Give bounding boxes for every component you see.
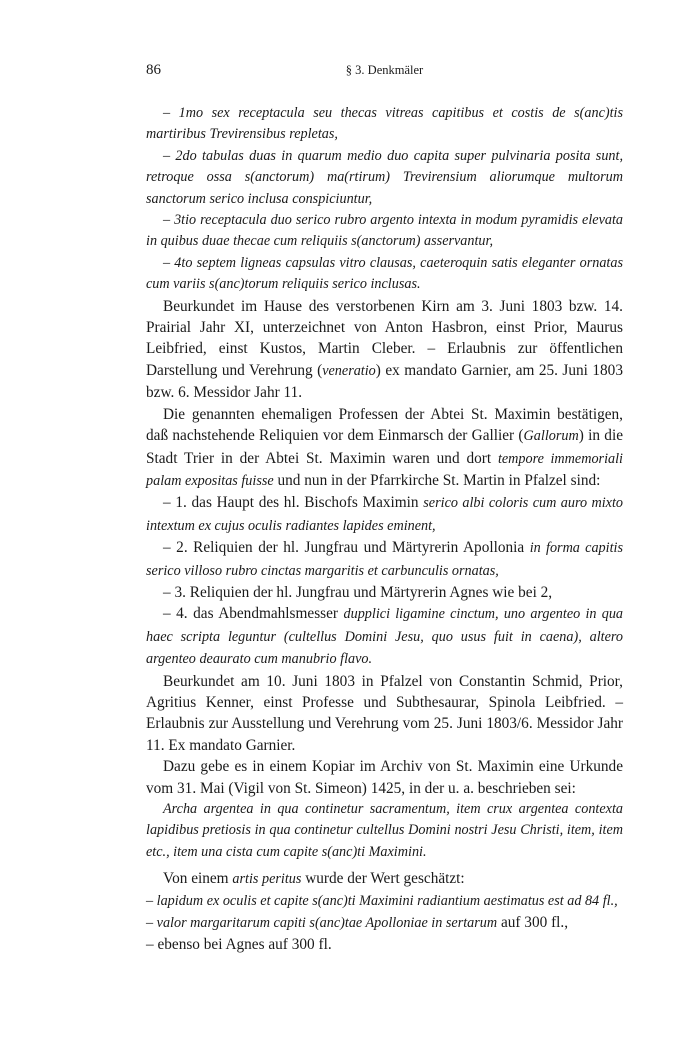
paragraph-professen bbox=[146, 404, 623, 493]
paragraph-wert bbox=[146, 868, 623, 890]
book-page bbox=[146, 62, 623, 956]
text-run: ) ex mandato Garnier, am 25. Juni 1803 bzw. 6. Messidor Jahr 11. bbox=[146, 361, 623, 402]
page-number: 86 bbox=[146, 62, 161, 78]
latin-term: Gallorum bbox=[523, 428, 579, 445]
latin-term: tempore immemoriali palam expositas fuisse bbox=[146, 450, 623, 489]
page-body bbox=[146, 103, 623, 956]
text-run: und nun in der Pfarrkirche St. Martin in Pfalzel sind: bbox=[273, 471, 601, 489]
latin-list-item-2: – 2do tabulas duas in quarum medio duo capita super pulvinaria posita sunt, retroque ossa s(anctorum) ma(rtirum) Trevirensium aliorumque multorum sanctorum serico inclusa conspiciuntur, bbox=[146, 147, 623, 207]
text-run: – 2. Reliquien der hl. Jungfrau und Märtyrerin Apollonia bbox=[163, 539, 530, 557]
text-run: – 4. das Abendmahlsmesser bbox=[163, 605, 344, 623]
running-head: § 3. Denkmäler bbox=[345, 63, 424, 77]
text-run: Von einem bbox=[163, 870, 233, 888]
latin-quotation: Archa argentea in qua continetur sacramentum, item crux argentea contexta lapidibus pretiosis in qua continetur cultellus Domini nostri Jesu Christi, item, item etc., item una cista cum capite s(anc)ti Maximini. bbox=[146, 801, 623, 860]
relic-item-1 bbox=[146, 492, 623, 537]
latin-term: in forma capitis serico villoso rubro cinctas margaritis et carbunculis ornatas, bbox=[146, 540, 623, 579]
text-run: Die genannten ehemaligen Professen der Abtei St. Maximin bestätigen, daß nachstehende Reliquien vor dem Einmarsch der Gallier ( bbox=[146, 405, 623, 445]
value-item-2 bbox=[146, 912, 623, 934]
latin-list-item-1: – 1mo sex receptacula seu thecas vitreas capitibus et costis de s(anc)tis martiribus Trevirensibus repletas, bbox=[146, 105, 623, 143]
text-run: ) in die Stadt Trier in der Abtei St. Maximin waren und dort bbox=[146, 427, 623, 467]
latin-term: dupplici ligamine cinctum, uno argenteo in qua haec scripta leguntur (cultellus Domini Jesu, quo usus fuit in caena), altero argenteo deaurato cum manubrio flavo. bbox=[146, 606, 624, 668]
relic-item-3: – 3. Reliquien der hl. Jungfrau und Märtyrerin Agnes wie bei 2, bbox=[163, 583, 553, 601]
page-header bbox=[146, 62, 623, 84]
latin-list-item-4: – 4to septem ligneas capsulas vitro clausas, caeteroquin satis eleganter ornatas cum variis s(anc)torum reliquiis serico inclusas. bbox=[146, 254, 623, 293]
latin-list-item-3: – 3tio receptacula duo serico rubro argento intexta in modum pyramidis elevata in quibus duae thecae cum reliquiis s(anctorum) asservantur, bbox=[146, 212, 623, 250]
value-item-3: – ebenso bei Agnes auf 300 fl. bbox=[146, 936, 332, 954]
latin-term: veneratio bbox=[322, 362, 376, 379]
text-run: – 1. das Haupt des hl. Bischofs Maximin bbox=[163, 494, 424, 512]
latin-term: serico albi coloris cum auro mixto intextum ex cujus oculis radiantes lapides eminent, bbox=[146, 495, 624, 534]
text-run: wurde der Wert geschätzt: bbox=[301, 870, 465, 888]
paragraph-beurkundet-kirn bbox=[146, 296, 623, 404]
paragraph-kopiar: Dazu gebe es in einem Kopiar im Archiv von St. Maximin eine Urkunde vom 31. Mai (Vigil von St. Simeon) 1425, in der u. a. beschrieben sei: bbox=[146, 758, 623, 797]
latin-term: – valor margaritarum capiti s(anc)tae Apolloniae in sertarum bbox=[146, 915, 498, 932]
value-item-1: – lapidum ex oculis et capite s(anc)ti Maximini radiantium aestimatus est ad 84 fl., bbox=[146, 892, 618, 909]
paragraph-beurkundet-pfalzel: Beurkundet am 10. Juni 1803 in Pfalzel von Constantin Schmid, Prior, Agritius Kenner, einst Professe und Subthesaurar, Spinola Leibfried. – Erlaubnis zur Ausstellung und Verehrung vom 25. Juni 1803/6. Messidor Jahr 11. Ex mandato Garnier. bbox=[146, 672, 623, 754]
latin-term: artis peritus bbox=[232, 871, 302, 888]
relic-item-2 bbox=[146, 537, 623, 582]
text-run: Beurkundet im Hause des verstorbenen Kirn am 3. Juni 1803 bzw. 14. Prairial Jahr XI, unterzeichnet von Anton Hasbron, einst Prior, Maurus Leibfried, einst Kustos, Martin Cleber. – Erlaubnis zur öffentlichen Darstellung und Verehrung ( bbox=[146, 297, 623, 379]
text-run: auf 300 fl., bbox=[497, 914, 569, 932]
relic-item-4 bbox=[146, 603, 623, 670]
